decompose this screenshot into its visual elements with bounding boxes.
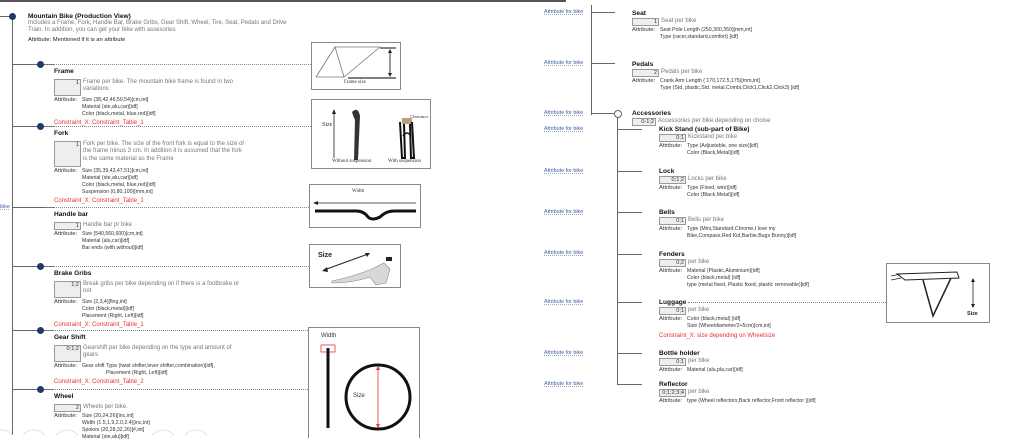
attribute-value: Color (black,metal, blue,red)[idf] <box>82 182 156 188</box>
quantity-field[interactable]: 0;1 <box>659 358 686 366</box>
part-title: Accessories <box>632 110 671 117</box>
attribute-value: Type (Mini,Standard,Chrome,I love my <box>687 226 776 232</box>
part-title: Fenders <box>659 251 685 258</box>
part-description: per bike <box>688 389 710 395</box>
part-description: Break gribs per bike depending on if there is a footbrake or not <box>83 281 240 295</box>
branch-connector <box>617 353 642 354</box>
attribute-value: Type (Fixed, wire)[idf] <box>687 185 737 191</box>
handlebar-width-caption: Width <box>352 189 365 194</box>
frame-size-caption: Frame size <box>344 80 366 85</box>
part-description: Seat per bike <box>661 18 697 24</box>
attribute-label: Attribute: <box>659 316 683 322</box>
root-description: Includes a Frame, Fork, Handle Bar, Brake Gribs, Gear Shift, Wheel, Tire, Seat, Pedals and Drive Train. In addition, you can get your bike with assesories <box>28 20 287 34</box>
fork-clearance-caption: Clearance <box>410 114 429 119</box>
part-title: Bells <box>659 209 675 216</box>
attribute-label: Attribute: <box>659 226 683 232</box>
attribute-label: Attribute: <box>54 363 78 369</box>
part-block <box>659 350 899 374</box>
branch-connector <box>617 129 642 130</box>
attribute-label: Attribute: <box>632 27 656 33</box>
attribute-value: Color (black,metal) [idf] <box>687 275 741 281</box>
part-block <box>659 126 899 157</box>
luggage-rack-image <box>886 263 990 323</box>
branch-connector <box>617 384 642 385</box>
quantity-field[interactable]: 0;1 <box>659 307 686 315</box>
attribute-value: Color (Black,Metal)[idf] <box>687 150 740 156</box>
accessories-node <box>614 110 622 118</box>
quantity-field[interactable]: 2 <box>54 404 81 412</box>
attribute-for-bike-link[interactable]: Attribute for bike <box>544 381 584 387</box>
top-divider <box>0 0 566 2</box>
root-trunk-line <box>12 16 13 435</box>
constraint-text: Constraint_X: Constraint_Table_1 <box>54 322 144 328</box>
attribute-for-bike-link[interactable]: Attribute for bike <box>544 350 584 356</box>
brake-grib-image <box>309 244 401 288</box>
attribute-for-bike-link[interactable]: Attribute for bike <box>544 168 584 174</box>
quantity-field[interactable]: 0;2 <box>659 259 686 267</box>
attribute-label: Attribute: <box>632 78 656 84</box>
attribute-label: Attribute: <box>54 413 78 419</box>
root-attribute-note: Attribute: Mentioned if it is an attribute <box>28 36 126 43</box>
part-title: Brake Gribs <box>54 270 92 277</box>
attribute-value: Bar ends (with,without)[idf] <box>82 245 144 251</box>
attribute-for-bike-link[interactable]: Attribute for bike <box>544 209 584 215</box>
attribute-value: Placement (Right, Left)[idf] <box>106 370 168 376</box>
attribute-value: type (Wheel reflectors,Back reflector,Front reflector )[idf] <box>687 398 816 404</box>
part-description: Pedals per bike <box>661 69 703 75</box>
handlebar-image <box>309 184 421 228</box>
brake-size-caption: Size <box>318 252 333 259</box>
part-title: Handle bar <box>54 211 89 218</box>
part-block <box>659 209 899 240</box>
attribute-label: Attribute: <box>54 231 78 237</box>
wheel-diagram-icon <box>309 328 419 438</box>
part-title: Fork <box>54 130 69 137</box>
part-description: Accessories per bike depending on choise <box>658 118 771 124</box>
branch-connector <box>617 254 642 255</box>
part-node <box>37 61 44 68</box>
quantity-field[interactable]: 1 <box>54 79 81 96</box>
dotted-leader-line <box>688 302 886 303</box>
attribute-for-bike-link[interactable]: Attribute for bike <box>544 299 584 305</box>
part-node <box>37 386 44 393</box>
part-title: Frame <box>54 68 74 75</box>
wheel-image <box>308 327 420 438</box>
fork-with-caption: With suspension <box>388 159 421 164</box>
luggage-size-caption: Size <box>967 311 978 317</box>
attribute-label: Attribute: <box>659 268 683 274</box>
part-description: Locks per bike <box>688 176 727 182</box>
left-edge-bike-label[interactable]: bike <box>0 204 10 210</box>
part-block <box>54 203 244 252</box>
attribute-value: Color (black,metal)[idf] <box>82 306 134 312</box>
attribute-label: Attribute: <box>54 299 78 305</box>
attribute-for-bike-link[interactable]: Attribute for bike <box>544 250 584 256</box>
fork-size-caption: Size <box>322 122 333 128</box>
attribute-value: Size (38,42,46,50,54)[cm,int] <box>82 97 149 103</box>
attribute-value: Width (1.5,1.9,2.0,2.4)[inc,int] <box>82 420 150 426</box>
attribute-value: Material (alu,car)[idf] <box>82 238 130 244</box>
part-node <box>37 327 44 334</box>
branch-connector <box>617 302 642 303</box>
quantity-field[interactable]: 1 <box>632 18 659 26</box>
attribute-value: Type (Adjusteble, one size)[idf] <box>687 143 758 149</box>
branch-connector <box>617 212 642 213</box>
part-title: Lock <box>659 168 675 175</box>
part-title: Kick Stand (sub-part of Bike) <box>659 126 750 133</box>
quantity-field[interactable]: 0;1 <box>659 134 686 142</box>
fork-without-caption: Without suspension <box>332 159 372 164</box>
part-block <box>54 262 244 328</box>
part-block <box>659 168 899 199</box>
part-description: Wheels per bike. <box>83 404 128 410</box>
attribute-for-bike-link[interactable]: Attribute for bike <box>544 9 584 15</box>
attribute-value: type (metal fixed, Plastic fixed, plastic removable)[idf] <box>687 282 809 288</box>
branch-connector <box>617 171 642 172</box>
part-title: Pedals <box>632 61 654 68</box>
root-title: Mountain Bike (Production View) <box>28 13 131 20</box>
attribute-for-bike-link[interactable]: Attribute for bike <box>544 60 584 66</box>
attribute-value: Placement (Right, Left)[idf] <box>82 313 144 319</box>
attribute-value: Size (2,3,4)[fing,int] <box>82 299 127 305</box>
constraint-text: Constraint_X: Constraint_Table_1 <box>54 198 144 204</box>
part-description: Gearshift per bike depending on the type and amount of gears <box>83 345 232 359</box>
attribute-value: Spokes (20,28,32,26)[#,int] <box>82 427 145 433</box>
part-description: per bike <box>688 259 710 265</box>
quantity-field[interactable]: 2 <box>632 69 659 77</box>
part-block <box>632 10 892 41</box>
attribute-value: Size (35,39,43,47,51)[cm,int] <box>82 168 149 174</box>
accessories-trunk-line <box>617 117 618 385</box>
part-block <box>54 60 244 126</box>
part-block <box>54 326 244 385</box>
attribute-value: Seat Pole Length (250,300,350)[mm,int] <box>660 27 752 33</box>
part-block <box>54 122 244 204</box>
part-description: Frame per bike. The mountain bike frame is found in two variations <box>83 79 233 93</box>
part-title: Luggage <box>659 299 687 306</box>
attribute-label: Attribute: <box>659 367 683 373</box>
fork-diagram-icon <box>312 100 430 168</box>
branch-connector <box>591 113 614 114</box>
constraint-text: Constraint_X: Constraint_Table_2 <box>54 379 144 385</box>
attribute-label: Attribute: <box>659 185 683 191</box>
root-block <box>28 13 288 43</box>
part-block <box>659 299 899 339</box>
quantity-field[interactable]: 1 <box>54 141 81 167</box>
attribute-value: Type (Std. plastic,Std. metal,Combi,Click1,Click2,Click3) [idf] <box>660 85 800 91</box>
quantity-field[interactable]: 0;1;2 <box>659 176 686 184</box>
handlebar-diagram-icon <box>310 185 420 227</box>
part-description: Kickstand per bike <box>688 134 738 140</box>
attribute-value: Material (alu,pla,car)[idf] <box>687 367 743 373</box>
attribute-value: Color (black,metal, blue,red)[idf] <box>82 111 156 117</box>
branch-connector <box>591 12 615 13</box>
quantity-field[interactable]: 0;1 <box>659 217 686 225</box>
quantity-field[interactable]: 0;1;2;3;4 <box>659 389 686 397</box>
attribute-value: Material (ste,alu)[idf] <box>82 434 129 440</box>
part-description: Fork per bike. The size of the front fork is equal to the size of the frame minus 3 cm. In addition it is assumed that the fork is the same material as the Frame <box>83 141 244 162</box>
root-node <box>9 13 16 20</box>
attribute-value: Material (ste,alu,car)[idf] <box>82 175 138 181</box>
quantity-field[interactable]: 0;1;2 <box>54 345 81 362</box>
part-title: Wheel <box>54 393 74 400</box>
right-trunk-line <box>591 5 592 115</box>
quantity-field[interactable]: 0-1;2 <box>632 118 656 126</box>
attribute-value: Bike,Compass,Red Kid,Barbie,Bugs Bunny)[idf] <box>687 233 797 239</box>
bottom-decorative-circles <box>0 428 310 435</box>
quantity-field[interactable]: 1 <box>54 222 81 230</box>
part-block <box>659 251 899 289</box>
attribute-label: Attribute: <box>54 168 78 174</box>
attribute-value: Gear shift Type (twist shifter,lever shifter,combination)[idf], <box>82 363 215 369</box>
attribute-for-bike-link[interactable]: Attribute for bike <box>544 126 584 132</box>
attribute-label: Attribute: <box>659 398 683 404</box>
attribute-value: Size (Wheeldiameter/2+5cm)[cm,int] <box>687 323 771 329</box>
part-block <box>659 381 899 405</box>
fork-image <box>311 99 431 169</box>
wheel-size-caption: Size <box>353 393 365 399</box>
attribute-value: Material (ste,alu,car)[idf] <box>82 104 138 110</box>
attribute-label: Attribute: <box>659 143 683 149</box>
part-node <box>37 263 44 270</box>
part-title: Seat <box>632 10 646 17</box>
attribute-value: Material (Plastic,Aluminium)[idf] <box>687 268 760 274</box>
attribute-value: Crank Arm Length ( 170,172.5,175)[mm,int] <box>660 78 760 84</box>
part-block <box>632 110 892 126</box>
attribute-value: Color (Black,Metal)[idf] <box>687 192 740 198</box>
attribute-value: Size (20,24,26)[inc,int] <box>82 413 134 419</box>
frame-size-image <box>311 42 401 90</box>
part-description: Handle bar pr bike <box>83 222 133 228</box>
constraint-text: Constraint_X: size depending on Wheelsize <box>659 333 776 339</box>
attribute-value: Size (540,560,600)[cm,int] <box>82 231 143 237</box>
quantity-field[interactable]: 1;2 <box>54 281 81 298</box>
part-title: Bottle holder <box>659 350 700 357</box>
attribute-value: Color (black,metal) [idf] <box>687 316 741 322</box>
wheel-width-caption: Width <box>321 333 337 339</box>
attribute-value: Type (racer,standard,comfort) [idf] <box>660 34 738 40</box>
attribute-for-bike-link[interactable]: Attribute for bike <box>544 110 584 116</box>
part-description: per bike <box>688 307 710 313</box>
part-block <box>632 61 892 92</box>
part-description: per bike <box>688 358 710 364</box>
part-node <box>37 123 44 130</box>
part-title: Reflector <box>659 381 688 388</box>
part-description: Bells per bike <box>688 217 725 223</box>
constraint-text: Constraint_X: Constraint_Table_1 <box>54 120 144 126</box>
attribute-label: Attribute: <box>54 97 78 103</box>
branch-connector <box>591 63 615 64</box>
part-title: Gear Shift <box>54 334 86 341</box>
attribute-value: Suspension (0,80,100)[mm,int] <box>82 189 153 195</box>
